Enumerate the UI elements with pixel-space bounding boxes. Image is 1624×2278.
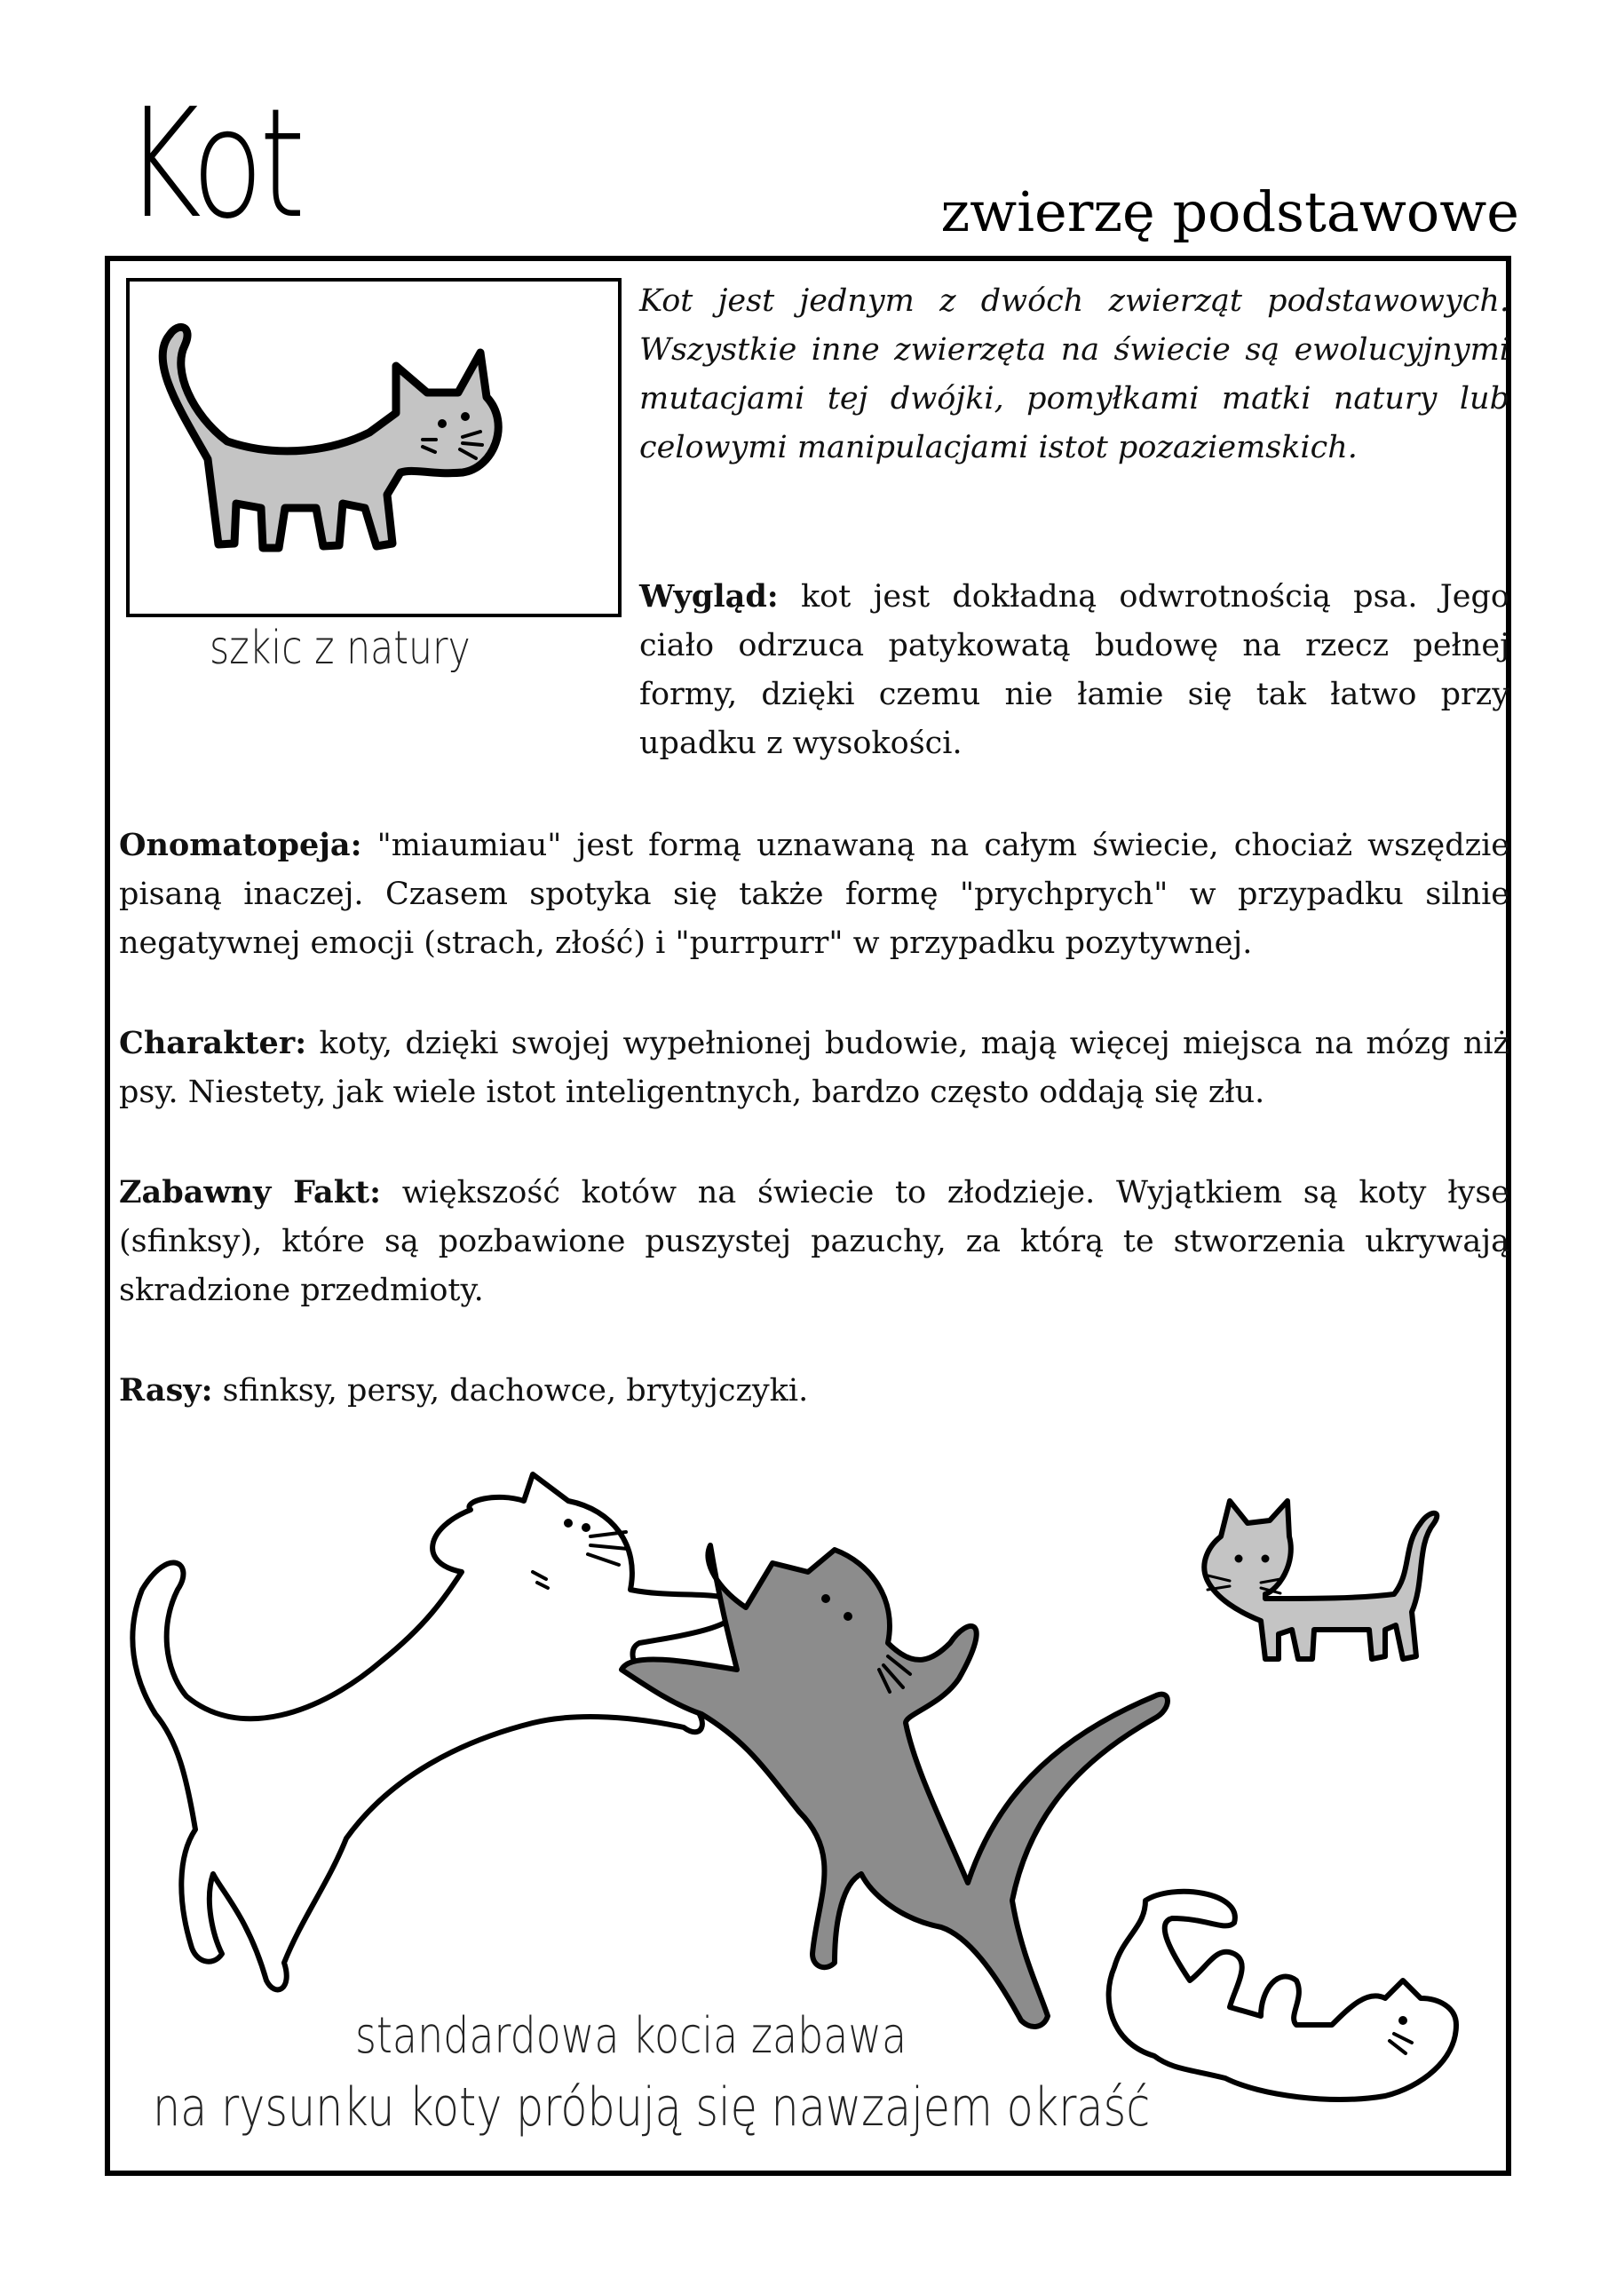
page-title: Kot bbox=[124, 76, 302, 252]
character-text: koty, dzięki swojej wypełnionej budowie, mają więcej miejsca na mózg niż psy. Niestety, jak wiele istot inteligentnych, bardzo często oddają się złu. bbox=[119, 1026, 1509, 1110]
intro-paragraph: Kot jest jednym z dwóch zwierząt podstawowych. Wszystkie inne zwierzęta na świecie są ewolucyjnymi mutacjami tej dwójki, pomyłkami matki natury lub celowymi manipulacjami istot pozaziemskich. bbox=[639, 283, 1509, 465]
fun-fact-text: większość kotów na świecie to złodzieje. Wyjątkiem są koty łyse (sfinksy), które są pozbawione puszystej pazuchy, za którą te stworzenia ukrywają skradzione przedmioty. bbox=[119, 1175, 1509, 1308]
character-label: Charakter: bbox=[119, 1025, 307, 1061]
sketch-caption: szkic z natury bbox=[210, 622, 471, 675]
white-cat-drawing bbox=[132, 1474, 738, 1989]
illustration-caption-title: standardowa kocia zabawa bbox=[355, 2007, 907, 2065]
small-gray-cat-drawing bbox=[1204, 1501, 1437, 1659]
onomatopoeia-text: "miaumiau" jest formą uznawaną na całym świecie, chociaż wszędzie pisaną inaczej. Czasem spotyka się także formę "prychprych" w przypadku silnie negatywnej emocji (strach, złość) i "purrpurr" w przypadku pozytywnej. bbox=[119, 828, 1509, 961]
page-subtitle: zwierzę podstawowe bbox=[940, 179, 1519, 244]
fun-fact-label: Zabawny Fakt: bbox=[119, 1174, 382, 1210]
appearance-text: kot jest dokładną odwrotnością psa. Jego ciało odrzuca patykowatą budowę na rzecz pełnej formy, dzięki czemu nie łamie się tak łatwo przy upadku z wysokości. bbox=[639, 579, 1509, 761]
appearance-label: Wygląd: bbox=[639, 578, 779, 615]
illustration-caption-subtitle: na rysunku koty próbują się nawzajem okraść bbox=[153, 2076, 1151, 2139]
onomatopoeia-label: Onomatopeja: bbox=[119, 827, 362, 863]
breeds-label: Rasy: bbox=[119, 1372, 213, 1409]
lying-white-cat-drawing bbox=[1109, 1892, 1456, 2099]
breeds-text: sfinksy, persy, dachowce, brytyjczyki. bbox=[212, 1373, 809, 1409]
